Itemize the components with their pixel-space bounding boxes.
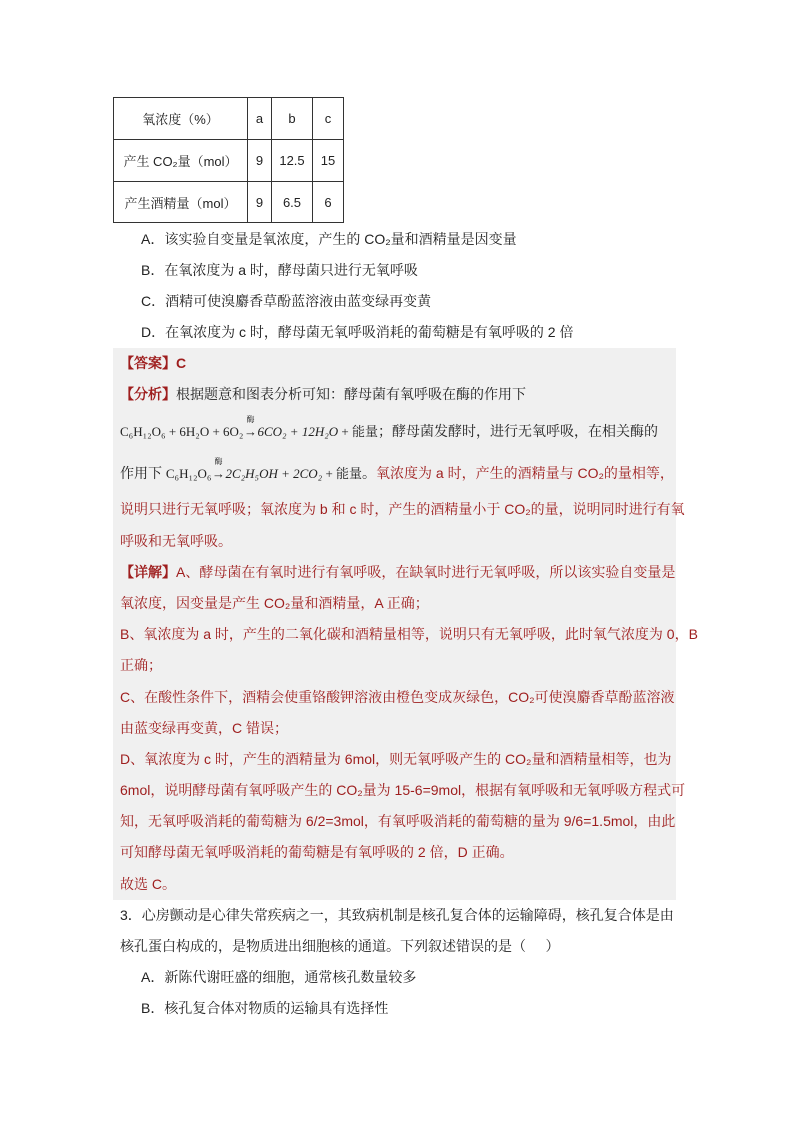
answer-text: 。 bbox=[362, 465, 377, 482]
answer-text: 根据题意和图表分析可知：酵母菌有氧呼吸在酶的作用下 bbox=[176, 386, 526, 403]
answer-text: B、氧浓度为 a 时，产生的二氧化碳和酒精量相等，说明只有无氧呼吸，此时氧气浓度为 0，B bbox=[120, 626, 698, 643]
equation-energy: + 能量 bbox=[322, 466, 363, 482]
answer-line bbox=[113, 713, 676, 744]
option-d: D．在氧浓度为 c 时，酵母菌无氧呼吸消耗的葡萄糖是有氧呼吸的 2 倍 bbox=[141, 324, 574, 340]
chemical-equation bbox=[120, 415, 378, 440]
option-b: B．核孔复合体对物质的运输具有选择性 bbox=[141, 1000, 389, 1016]
answer-analysis-block bbox=[113, 348, 698, 900]
table-cell: 6 bbox=[313, 182, 344, 223]
reaction-arrow bbox=[211, 457, 225, 482]
question-stem: 3．心房颤动是心律失常疾病之一，其致病机制是核孔复合体的运输障碍，核孔复合体是由 bbox=[120, 907, 674, 923]
answer-text: 知，无氧呼吸消耗的葡萄糖为 6/2=3mol，有氧呼吸消耗的葡萄糖的量为 9/6=1.5mol，由此 bbox=[120, 813, 676, 830]
answer-line bbox=[113, 452, 676, 494]
answer-text: 说明只进行无氧呼吸；氧浓度为 b 和 c 时，产生的酒精量小于 CO₂的量，说明同时进行有氧 bbox=[120, 501, 685, 518]
section-label: 【答案】C bbox=[120, 355, 187, 371]
question-2-options bbox=[141, 224, 573, 348]
answer-line bbox=[113, 379, 676, 410]
table-cell: 9 bbox=[248, 182, 272, 223]
answer-line bbox=[113, 619, 698, 650]
arrow-icon: → bbox=[211, 466, 225, 482]
answer-line bbox=[113, 557, 676, 588]
answer-text: 作用下 bbox=[120, 465, 166, 482]
table-header-cell: c bbox=[313, 98, 344, 140]
enzyme-label: 酶 bbox=[246, 415, 255, 425]
table-header-cell: b bbox=[272, 98, 313, 140]
answer-text: 可知酵母菌无氧呼吸消耗的葡萄糖是有氧呼吸的 2 倍，D 正确。 bbox=[120, 844, 514, 861]
answer-line bbox=[113, 806, 676, 837]
answer-text: C、在酸性条件下，酒精会使重铬酸钾溶液由橙色变成灰绿色，CO₂可使溴麝香草酚蓝溶液 bbox=[120, 688, 675, 705]
answer-line bbox=[113, 526, 676, 557]
section-label: 【详解】 bbox=[120, 563, 176, 580]
table-cell: 6.5 bbox=[272, 182, 313, 223]
equation-reactants: C₆H₁₂O₆ bbox=[165, 466, 212, 482]
answer-text: ；酵母菌发酵时，进行无氧呼吸，在相关酶的 bbox=[377, 423, 658, 440]
answer-line bbox=[113, 775, 686, 806]
table-row bbox=[114, 182, 344, 223]
chemical-equation bbox=[165, 457, 363, 482]
equation-reactants: C₆H₁₂O₆ + 6H₂O + 6O₂ bbox=[120, 424, 244, 440]
question-stem: 核孔蛋白构成的，是物质进出细胞核的通道。下列叙述错误的是（ ） bbox=[120, 938, 560, 954]
table-cell: 12.5 bbox=[272, 140, 313, 182]
question-3 bbox=[120, 900, 720, 1024]
answer-text: A、酵母菌在有氧时进行有氧呼吸，在缺氧时进行无氧呼吸，所以该实验自变量是 bbox=[176, 563, 676, 580]
answer-line bbox=[113, 588, 676, 619]
table-cell: 9 bbox=[248, 140, 272, 182]
answer-line bbox=[113, 650, 676, 681]
answer-text: 正确； bbox=[120, 657, 162, 674]
answer-text: 由蓝变绿再变黄，C 错误； bbox=[120, 719, 288, 736]
arrow-icon: → bbox=[243, 424, 257, 440]
answer-line bbox=[113, 410, 676, 452]
equation-energy: + 能量 bbox=[338, 424, 378, 440]
answer-text: 呼吸和无氧呼吸。 bbox=[120, 532, 232, 549]
table-row bbox=[114, 140, 344, 182]
answer-text: 故选 C。 bbox=[120, 875, 176, 892]
answer-line bbox=[113, 837, 676, 868]
option-c: C．酒精可使溴麝香草酚蓝溶液由蓝变绿再变黄 bbox=[141, 293, 432, 309]
reaction-arrow bbox=[243, 415, 257, 440]
answer-line bbox=[113, 348, 676, 379]
table-header-cell: 氧浓度（%） bbox=[114, 98, 248, 140]
equation-products: 6CO₂ + 12H₂O bbox=[257, 424, 339, 440]
oxygen-concentration-table bbox=[113, 97, 344, 223]
answer-line bbox=[113, 869, 676, 900]
table-cell: 15 bbox=[313, 140, 344, 182]
answer-text: 6mol，说明酵母菌有氧呼吸产生的 CO₂量为 15-6=9mol，根据有氧呼吸和无氧呼吸方程式可 bbox=[120, 782, 686, 799]
equation-products: 2C₂H₅OH + 2CO₂ bbox=[225, 466, 323, 482]
table-row-label: 产生酒精量（mol） bbox=[114, 182, 248, 223]
section-label: 【分析】 bbox=[120, 386, 176, 403]
answer-text: 氧浓度，因变量是产生 CO₂量和酒精量，A 正确； bbox=[120, 594, 429, 611]
answer-line bbox=[113, 494, 685, 525]
answer-line bbox=[113, 744, 676, 775]
table-row-label: 产生 CO₂量（mol） bbox=[114, 140, 248, 182]
answer-text: D、氧浓度为 c 时，产生的酒精量为 6mol，则无氧呼吸产生的 CO₂量和酒精量相等，也为 bbox=[120, 750, 672, 767]
answer-line bbox=[113, 682, 676, 713]
answer-text: 氧浓度为 a 时，产生的酒精量与 CO₂的量相等， bbox=[376, 465, 674, 482]
table-header-cell: a bbox=[248, 98, 272, 140]
option-a: A．新陈代谢旺盛的细胞，通常核孔数量较多 bbox=[141, 969, 417, 985]
table-header-row bbox=[114, 98, 344, 140]
option-b: B．在氧浓度为 a 时，酵母菌只进行无氧呼吸 bbox=[141, 262, 418, 278]
enzyme-label: 酶 bbox=[214, 457, 223, 467]
option-a: A．该实验自变量是氧浓度，产生的 CO₂量和酒精量是因变量 bbox=[141, 231, 517, 247]
